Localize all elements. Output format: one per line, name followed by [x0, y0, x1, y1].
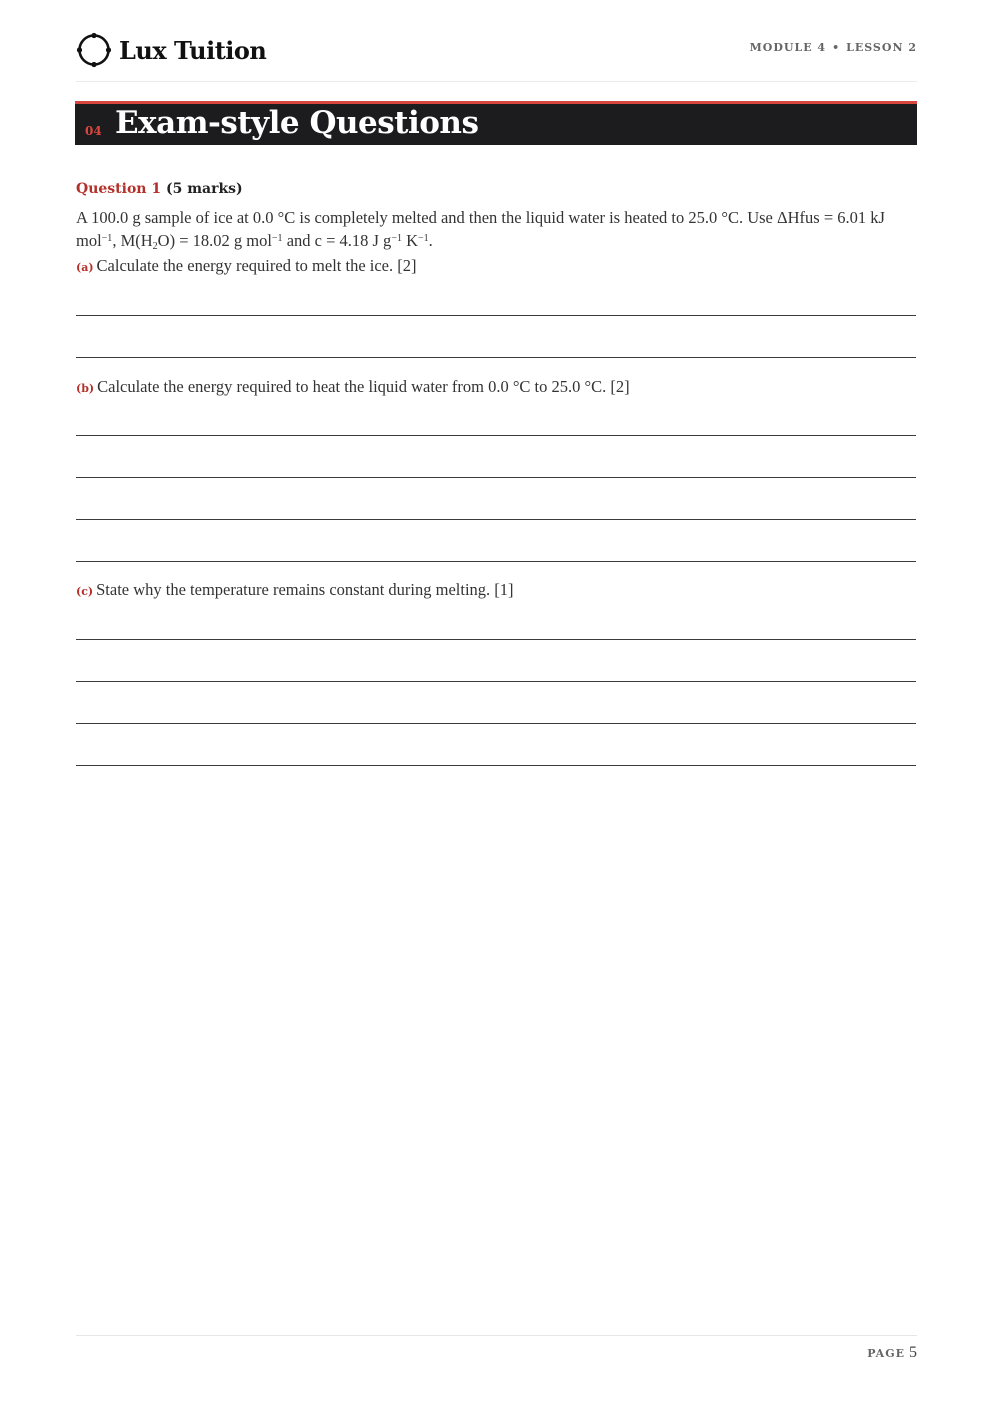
answer-line[interactable]	[76, 561, 916, 562]
compass-ring-icon	[76, 29, 112, 71]
section-title: Exam-style Questions	[115, 105, 479, 141]
lesson-label: LESSON 2	[846, 41, 917, 54]
stem-text: and c = 4.18 J g	[282, 231, 392, 250]
stem-superscript: −1	[418, 233, 429, 244]
page-number: 5	[909, 1344, 917, 1361]
stem-text: A 100.0 g sample of ice at 0.0 °C is completely melted and then the liquid water is heated to 25.0 °C. Use ΔHfus = 6.01 kJ mol	[76, 208, 885, 250]
module-label: MODULE 4	[749, 41, 827, 54]
section-number: 04	[85, 124, 102, 138]
answer-line[interactable]	[76, 765, 916, 766]
question-part-a	[76, 256, 416, 276]
answer-line[interactable]	[76, 519, 916, 520]
question-stem	[76, 207, 918, 257]
brand-name: Lux Tuition	[119, 35, 267, 65]
question-heading	[76, 181, 243, 197]
section-banner	[75, 101, 917, 145]
answer-line[interactable]	[76, 315, 916, 316]
module-lesson-label	[750, 41, 917, 54]
answer-line[interactable]	[76, 723, 916, 724]
stem-superscript: −1	[391, 233, 402, 244]
part-label: (c)	[76, 585, 94, 598]
answer-line[interactable]	[76, 357, 916, 358]
stem-superscript: −1	[271, 233, 283, 244]
answer-line[interactable]	[76, 435, 916, 436]
page-header	[76, 28, 917, 82]
stem-subscript: 2	[152, 241, 158, 252]
stem-superscript: −1	[101, 233, 113, 244]
page-word: PAGE	[867, 1347, 905, 1360]
answer-line[interactable]	[76, 639, 916, 640]
part-text: State why the temperature remains constant during melting. [1]	[96, 580, 514, 599]
crumb-separator: •	[832, 41, 841, 54]
part-label: (a)	[76, 261, 94, 274]
question-part-b	[76, 377, 630, 397]
page-footer	[76, 1335, 917, 1361]
stem-text: K	[401, 231, 418, 250]
answer-line[interactable]	[76, 681, 916, 682]
answer-line[interactable]	[76, 477, 916, 478]
part-text: Calculate the energy required to heat the liquid water from 0.0 °C to 25.0 °C. [2]	[97, 377, 630, 396]
question-part-c	[76, 580, 514, 600]
part-label: (b)	[76, 382, 95, 395]
stem-text: , M(H	[112, 231, 153, 250]
brand-logo	[76, 28, 266, 72]
part-text: Calculate the energy required to melt the ice. [2]	[96, 256, 417, 275]
stem-text: O) = 18.02 g mol	[157, 231, 272, 250]
page-indicator	[867, 1344, 917, 1362]
question-marks: (5 marks)	[165, 181, 243, 197]
question-label: Question 1	[76, 181, 162, 197]
stem-text: .	[428, 231, 433, 250]
